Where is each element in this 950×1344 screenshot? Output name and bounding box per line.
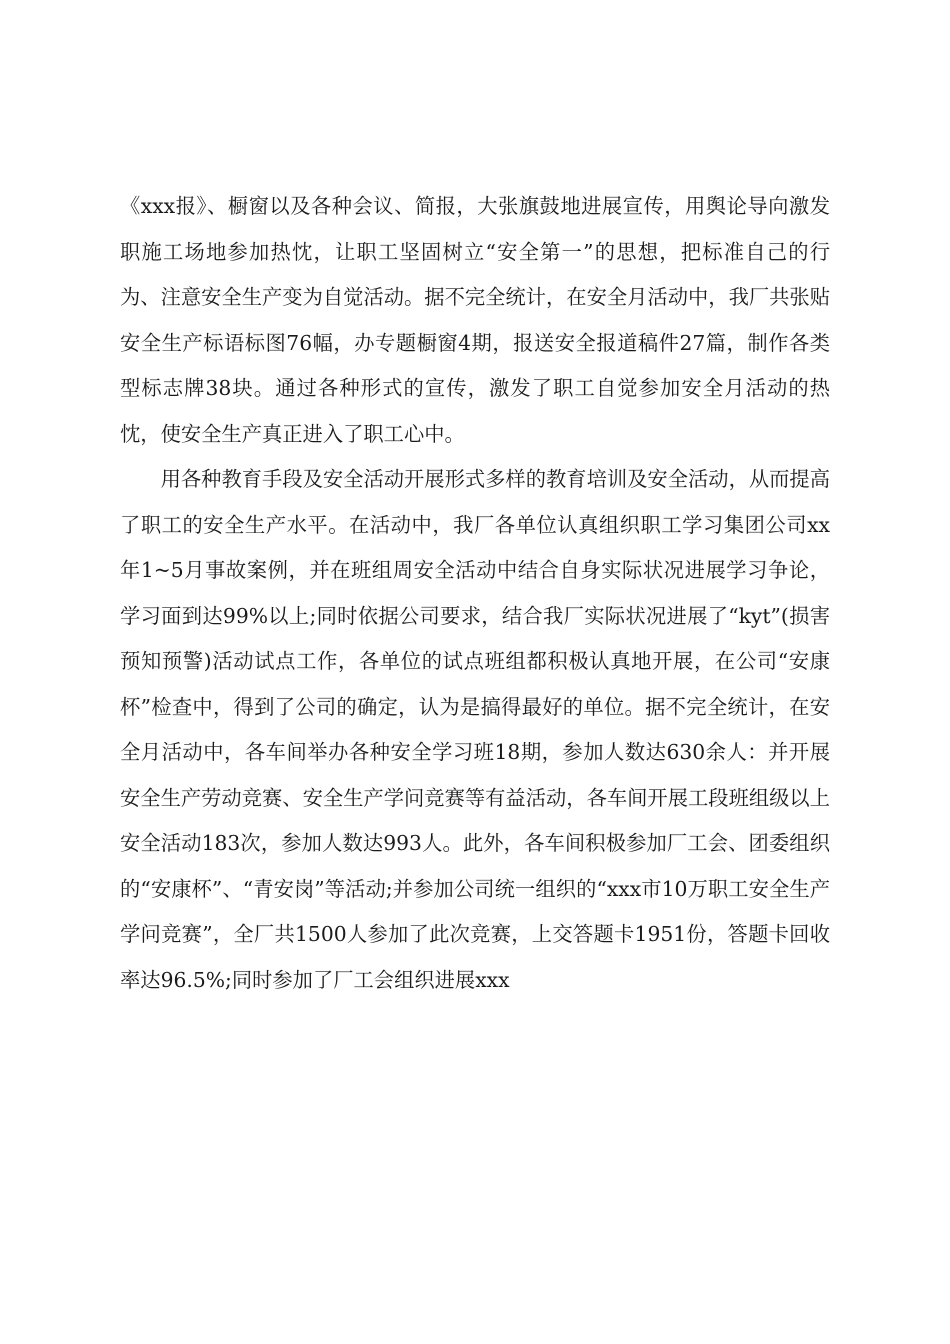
paragraph-education-activities: 用各种教育手段及安全活动开展形式多样的教育培训及安全活动，从而提高了职工的安全生产水平。在活动中，我厂各单位认真组织职工学习集团公司xx年1~5月事故案例，并在班组周安全活动中结合自身实际状况进展学习争论，学习面到达99%以上;同时依据公司要求，结合我厂实际状况进展了“kyt”(损害预知预警)活动试点工作，各单位的试点班组都积极认真地开展，在公司“安康杯”检查中，得到了公司的确定，认为是搞得最好的单位。据不完全统计，在安全月活动中，各车间举办各种安全学习班18期，参加人数达630余人：并开展安全生产劳动竞赛、安全生产学问竞赛等有益活动，各车间开展工段班组级以上安全活动183次，参加人数达993人。此外，各车间积极参加厂工会、团委组织的“安康杯”、“青安岗”等活动;并参加公司统一组织的“xxx市10万职工安全生产学问竞赛”，全厂共1500人参加了此次竞赛，上交答题卡1951份，答题卡回收率达96.5%;同时参加了厂工会组织进展xxx (120, 467, 830, 992)
paragraph-publicity: 《xxx报》、橱窗以及各种会议、简报，大张旗鼓地进展宣传，用舆论导向激发职施工场地参加热忱，让职工坚固树立“安全第一”的思想，把标准自己的行为、注意安全生产变为自觉活动。据不完全统计，在安全月活动中，我厂共张贴安全生产标语标图76幅，办专题橱窗4期，报送安全报道稿件27篇，制作各类型标志牌38块。通过各种形式的宣传，激发了职工自觉参加安全月活动的热忱，使安全生产真正进入了职工心中。 (120, 194, 830, 446)
document-body (120, 184, 830, 1003)
